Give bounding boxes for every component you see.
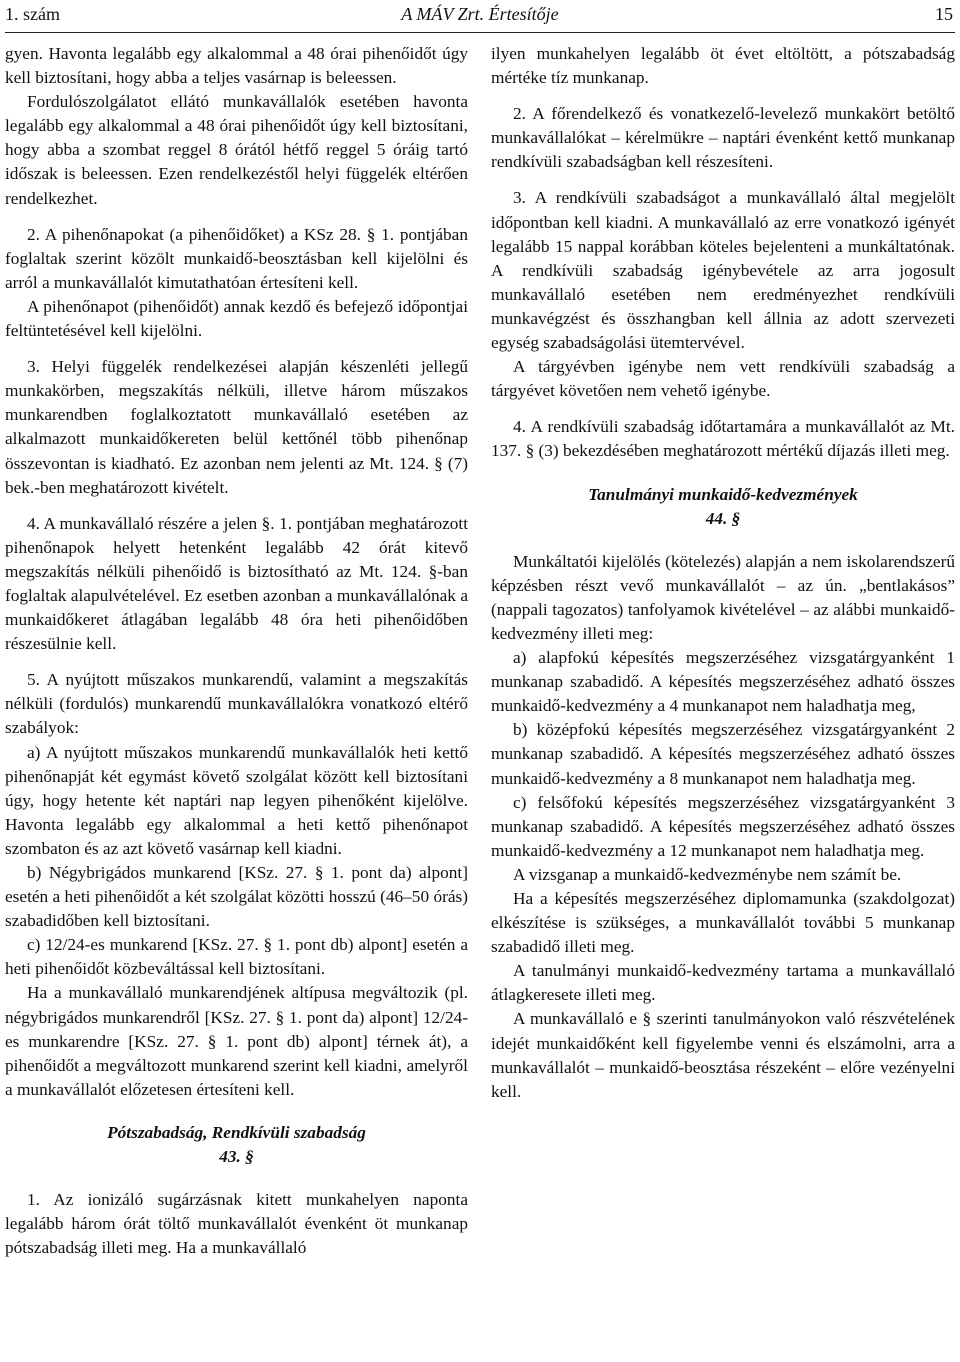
paragraph: gyen. Havonta legalább egy alkalommal a 48 órai pihenőidőt úgy kell biztosítani, hogy abba a teljes vasárnap is beleessen.	[5, 44, 468, 88]
paragraph: a) A nyújtott műszakos munkarendű munkavállalók heti kettő pihenőnapját két egymást követő szolgálat között kell biztosítani úgy, hogy hetente két naptári nap legyen pihenőként kijelölve. Havonta legalább egy alkalommal a heti kettő pihenőnapot szombaton és az azt követő vasárnap kell kiadni.	[5, 742, 468, 858]
paragraph: A tárgyévben igénybe nem vett rendkívüli szabadság a tárgyévet követően nem vehető igénybe.	[491, 357, 955, 401]
section-title: Pótszabadság, Rendkívüli szabadság	[107, 1122, 366, 1142]
issue-number: 1. szám	[5, 4, 60, 24]
left-column	[5, 42, 468, 1260]
paragraph: 3. Helyi függelék rendelkezései alapján készenléti jellegű munkakörben, megszakítás nélküli, illetve három műszakos munkarendben foglalkoztatott munkavállaló esetében az alkalmazott munkaidőkereten belül kettőnél több pihenőnap összevontan is kiadható. Ez azonban nem jelenti az Mt. 124. § (7) bek.-ben meghatározott kivételt.	[5, 357, 468, 497]
section-number: 43. §	[219, 1147, 254, 1167]
paragraph: A pihenőnapot (pihenőidőt) annak kezdő és befejező időpontjai feltüntetésével kell kijelölni.	[5, 296, 468, 341]
paragraph: 4. A rendkívüli szabadság időtartamára a munkavállalót az Mt. 137. § (3) bekezdésében meghatározott mértékű díjazás illeti meg.	[491, 417, 955, 461]
paragraph: Munkáltatói kijelölés (kötelezés) alapján a nem iskolarendszerű képzésben részt vevő munkavállalót – az ún. „bentlakásos” (nappali tagozatos) tanfolyamok kivételével – az alábbi munkaidő-kedvezmény illeti meg:	[491, 551, 955, 643]
paragraph: Ha a munkavállaló munkarendjének altípusa megváltozik (pl. négybrigádos munkarendről [KSz. 27. § 1. pont da) alpont] 12/24-es munkarendre [KSz. 27. § 1. pont db) alpont] térnek át), a pihenőidőt a megváltozott munkarend szerint kell kiadni, amelyről a munkavállalót előzetesen értesíteni kell.	[5, 983, 468, 1099]
page-header	[5, 0, 955, 33]
paragraph: c) 12/24-es munkarend [KSz. 27. § 1. pont db) alpont] esetén a heti pihenőidőt közbeváltással kell biztosítani.	[5, 935, 468, 979]
paragraph: 2. A pihenőnapokat (a pihenőidőket) a KSz 28. § 1. pontjában foglaltak szerint közölt munkaidő-beosztásban kell kijelölni és arról a munkavállalót kimutathatóan értesíteni kell.	[5, 224, 468, 292]
paragraph: b) középfokú képesítés megszerzéséhez vizsgatárgyanként 2 munkanap szabadidő. A képesítés megszerzéséhez adható összes munkaidő-kedvezmény a 8 munkanapot nem haladhatja meg.	[491, 720, 955, 788]
paragraph: 4. A munkavállaló részére a jelen §. 1. pontjában meghatározott pihenőnapok helyett hetenként legalább 42 órát kitevő megszakítás nélküli pihenőidő is biztosítható az Mt. 124. §-ban foglaltak alapulvételével. Ez esetben azonban a munkavállalónak a munkaidőkeret átlagában legalább 48 óra heti pihenőidőben részesülnie kell.	[5, 513, 468, 654]
paragraph: a) alapfokú képesítés megszerzéséhez vizsgatárgyanként 1 munkanap szabadidő. A képesítés megszerzéséhez adható összes munkaidő-kedvezmény a 4 munkanapot nem haladhatja meg,	[491, 648, 955, 716]
section-number: 44. §	[705, 508, 741, 528]
paragraph: A tanulmányi munkaidő-kedvezmény tartama a munkavállaló átlagkeresete illeti meg.	[491, 961, 955, 1005]
paragraph: 1. Az ionizáló sugárzásnak kitett munkahelyen naponta legalább három órát töltő munkavállalót évenként öt munkanap pótszabadság illeti meg. Ha a munkavállaló	[5, 1190, 468, 1258]
paragraph: A vizsganap a munkaidő-kedvezménybe nem számít be.	[513, 864, 902, 884]
right-column	[491, 42, 955, 1104]
paragraph: A munkavállaló e § szerinti tanulmányokon való részvételének idejét munkaidőként kell figyelembe venni és elszámolni, arra a munkavállalót – munkaidő-beosztása részeként – előre vezényelni kell.	[491, 1009, 955, 1101]
paragraph: c) felsőfokú képesítés megszerzéséhez vizsgatárgyanként 3 munkanap szabadidő. A képesítés megszerzéséhez adható összes munkaidő-kedvezmény a 12 munkanapot nem haladhatja meg.	[491, 792, 955, 860]
page-number: 15	[935, 4, 953, 24]
paragraph: 2. A főrendelkező és vonatkezelő-levelező munkakört betöltő munkavállalókat – kérelmükre – naptári évenként kettő munkanap rendkívüli szabadságban kell részesíteni.	[491, 104, 955, 172]
paragraph: b) Négybrigádos munkarend [KSz. 27. § 1. pont da) alpont] esetén a heti pihenőidőt a két szolgálat közötti hosszú (46–50 órás) szabadidőben kell biztosítani.	[5, 863, 468, 931]
paragraph: Fordulószolgálatot ellátó munkavállalók esetében havonta legalább egy alkalommal a 48 órai pihenőidőt úgy kell biztosítani, hogy abba a szombat reggel 8 órától hétfő reggel 5 óráig tartó időszak is beleessen. Ezen rendelkezéstől helyi függelék eltérően rendelkezhet.	[5, 92, 468, 208]
paragraph: 3. A rendkívüli szabadságot a munkavállaló által megjelölt időpontban kell kiadni. A munkavállaló az erre vonatkozó igényét legalább 15 nappal korábban köteles bejelenteni a munkáltatónak. A rendkívüli szabadság igénybevétele az arra jogosult munkavállaló esetében nem eredményezhet rendkívüli munkavégzést és összhangban kell állnia az adott szervezeti egység szabadságolási ütemtervével.	[491, 188, 955, 353]
publication-title: A MÁV Zrt. Értesítője	[401, 4, 559, 24]
paragraph: ilyen munkahelyen legalább öt évet eltöltött, a pótszabadság mértéke tíz munkanap.	[491, 44, 955, 88]
section-title: Tanulmányi munkaidő-kedvezmények	[588, 484, 858, 504]
paragraph: Ha a képesítés megszerzéséhez diplomamunka (szakdolgozat) elkészítése is szükséges, a munkavállalót további 5 munkanap szabadidő illeti meg.	[491, 889, 955, 957]
paragraph: 5. A nyújtott műszakos munkarendű, valamint a megszakítás nélküli (fordulós) munkarendű munkavállalókra vonatkozó eltérő szabályok:	[5, 670, 468, 738]
